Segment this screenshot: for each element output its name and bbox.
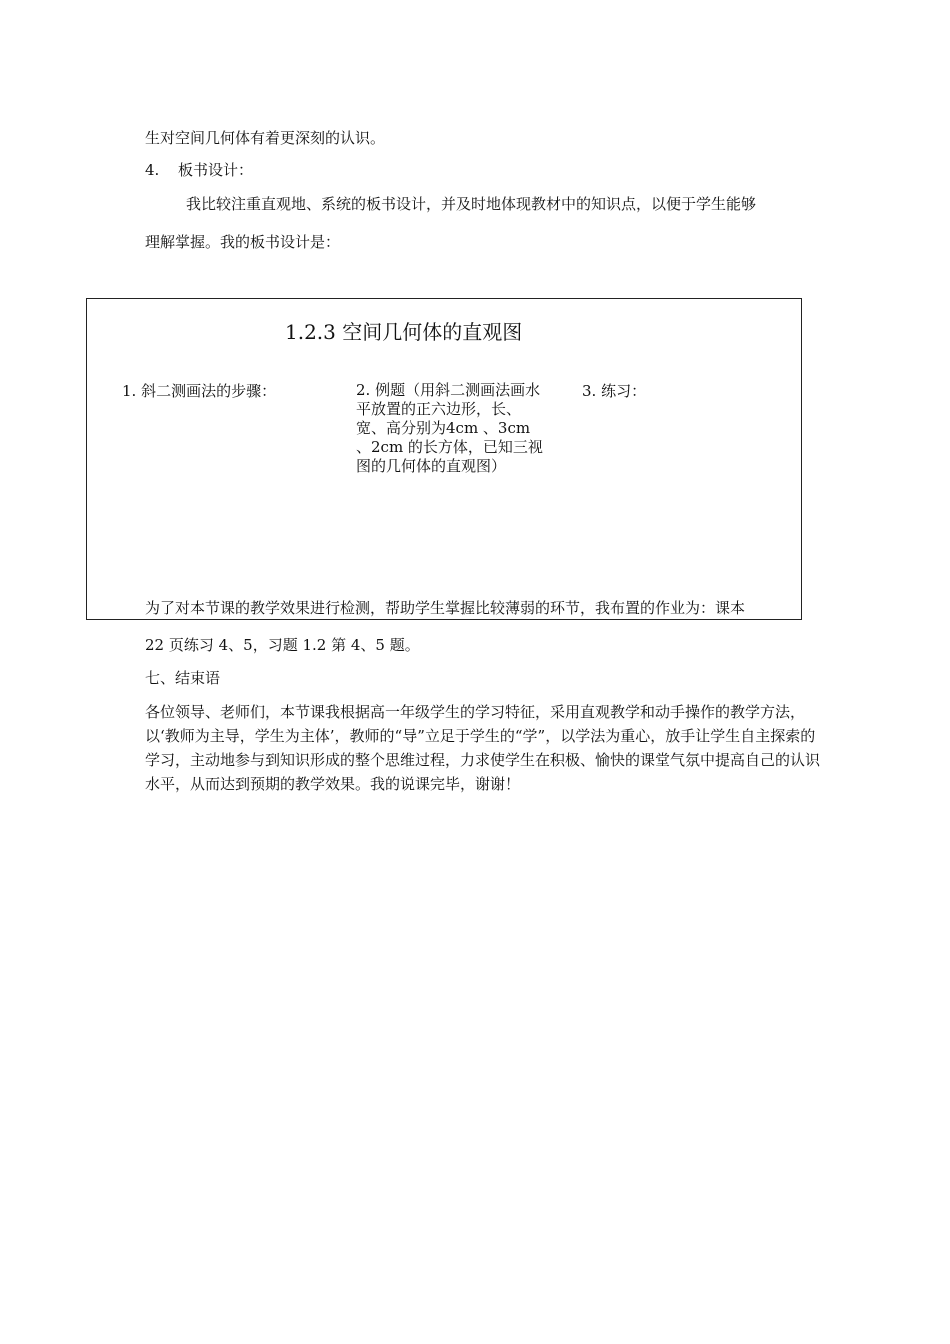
board-design-paragraph-line1: 我比较注重直观地、系统的板书设计，并及时地体现教材中的知识点，以便于学生能够 bbox=[186, 195, 757, 213]
board-column-example: 2. 例题（用斜二测画法画水平放置的正六边形，长、宽、高分别为4cm 、3cm 、2cm 的长方体，已知三视图的几何体的直观图） bbox=[356, 381, 543, 475]
board-title: 1.2.3 空间几何体的直观图 bbox=[285, 320, 523, 344]
board-design-paragraph-line2: 理解掌握。我的板书设计是： bbox=[145, 233, 341, 251]
board-column-practice: 3. 练习： bbox=[582, 382, 647, 400]
homework-line1: 为了对本节课的教学效果进行检测，帮助学生掌握比较薄弱的环节，我布置的作业为：课本 bbox=[145, 599, 746, 617]
section-7-heading: 七、结束语 bbox=[145, 669, 221, 687]
homework-line2: 22 页练习 4、5，习题 1.2 第 4、5 题。 bbox=[145, 636, 420, 654]
item-4-title: 板书设计： bbox=[178, 161, 254, 179]
board-column-steps: 1. 斜二测画法的步骤： bbox=[122, 382, 277, 400]
intro-line: 生对空间几何体有着更深刻的认识。 bbox=[145, 129, 386, 147]
closing-paragraph: 各位领导、老师们，本节课我根据高一年级学生的学习特征，采用直观教学和动手操作的教学方法，以‘教师为主导，学生为主体’，教师的“导”立足于学生的“学”，以学法为重心，放手让学生自主探索的学习，主动地参与到知识形成的整个思维过程，力求使学生在积极、愉快的课堂气氛中提高自己的认识水平，从而达到预期的教学效果。我的说课完毕，谢谢！ bbox=[145, 703, 821, 793]
item-4-label: 4. bbox=[145, 161, 160, 179]
